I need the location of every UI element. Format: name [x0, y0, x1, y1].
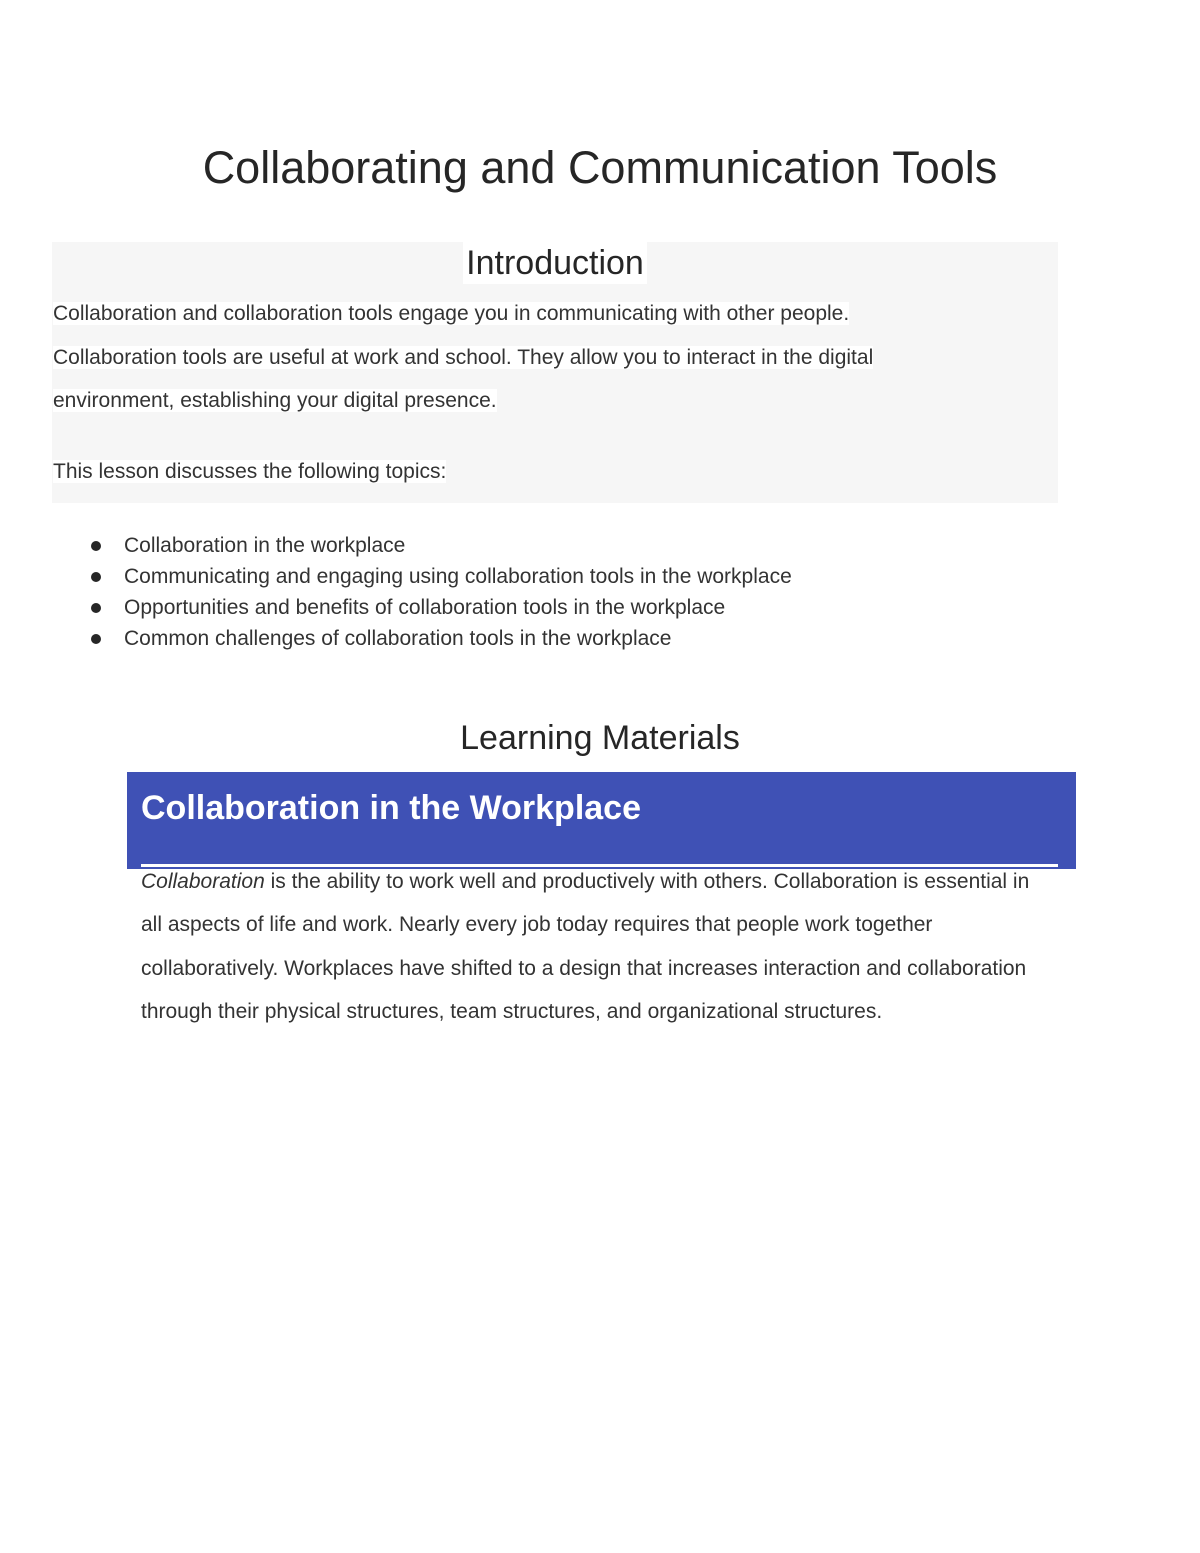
introduction-heading-text: Introduction [463, 242, 647, 284]
list-item [0, 623, 792, 654]
section-body-text: is the ability to work well and productively with others. Collaboration is essential in all aspects of life and work. Nearly every job today requires that people work together collaboratively. Workplaces have shifted to a design that increases interaction and collaboration through their physical structures, team structures, and organizational structures. [141, 870, 1030, 1024]
list-item [0, 592, 792, 623]
bullet-icon [91, 603, 101, 613]
document-title: Collaborating and Communication Tools [202, 142, 998, 193]
bullet-icon [91, 572, 101, 582]
introduction-line-1: Collaboration and collaboration tools engage you in communicating with other people. [53, 302, 850, 325]
learning-materials-heading: Learning Materials [460, 719, 740, 757]
topic-list [0, 530, 792, 654]
section-body [141, 860, 1041, 1034]
introduction-line-3: environment, establishing your digital presence. [53, 389, 497, 412]
bullet-icon [91, 634, 101, 644]
topics-intro [53, 450, 446, 493]
list-item [0, 530, 792, 561]
list-item-text: Communicating and engaging using collaboration tools in the workplace [124, 565, 792, 588]
introduction-paragraph [53, 292, 1053, 423]
section-title: Collaboration in the Workplace [141, 789, 641, 827]
list-item [0, 561, 792, 592]
section-term: Collaboration [141, 870, 265, 893]
list-item-text: Common challenges of collaboration tools in the workplace [124, 627, 672, 650]
list-item-text: Collaboration in the workplace [124, 534, 406, 557]
bullet-icon [91, 541, 101, 551]
topics-intro-text: This lesson discusses the following topics: [53, 460, 447, 483]
introduction-heading [52, 242, 1058, 284]
list-item-text: Opportunities and benefits of collaboration tools in the workplace [124, 596, 726, 619]
introduction-line-2: Collaboration tools are useful at work and school. They allow you to interact in the digital [53, 345, 874, 369]
